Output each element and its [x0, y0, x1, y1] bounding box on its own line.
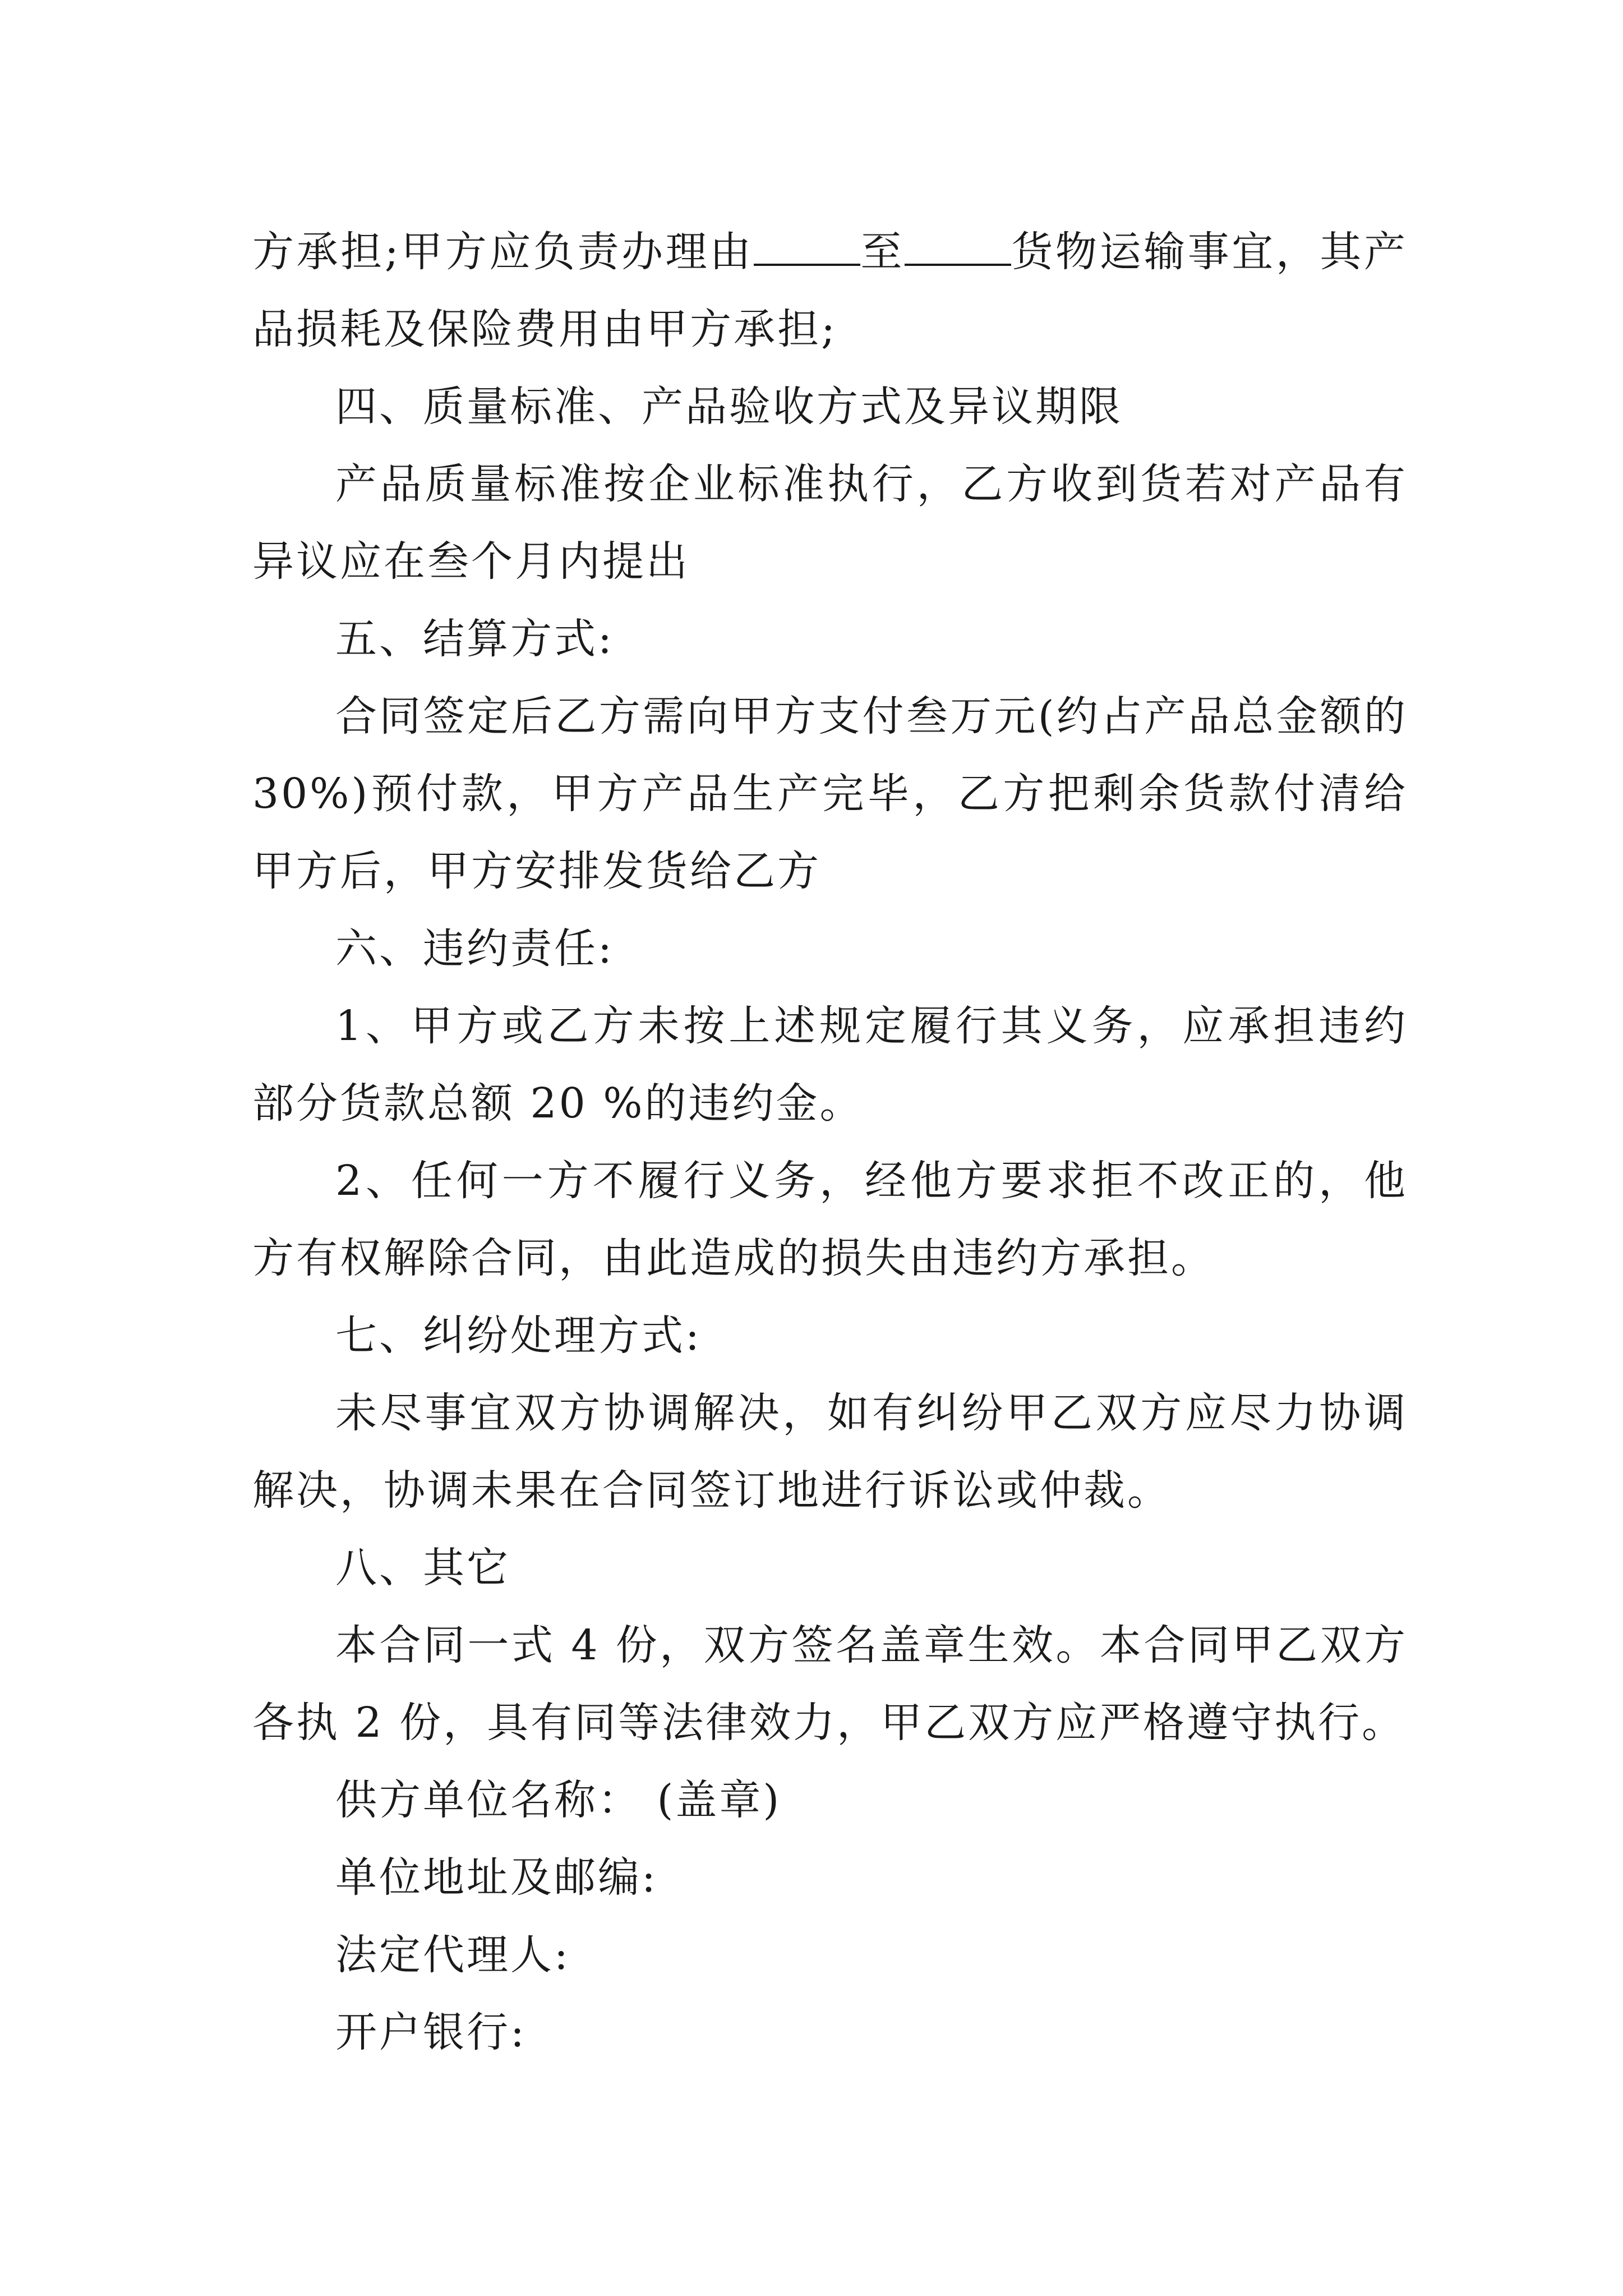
bank-line: 开户银行:: [335, 2008, 527, 2056]
section-heading-dispute: 七、纠纷处理方式:: [335, 1312, 702, 1360]
paragraph-transport: [252, 213, 1408, 368]
transport-text-start: 方承担;甲方应负责办理由: [252, 228, 754, 276]
paragraph-other: 本合同一式 4 份，双方签名盖章生效。本合同甲乙双方各执 2 份，具有同等法律效力，甲乙双方应严格遵守执行。: [252, 1621, 1408, 1747]
supplier-address-line: 单位地址及邮编:: [335, 1853, 658, 1902]
blank-destination-line: [905, 230, 1011, 266]
transport-text-end: 货物运输事宜，其产品损耗及保险费用由甲方承担;: [252, 228, 1408, 353]
paragraph-quality: 产品质量标准按企业标准执行，乙方收到货若对产品有异议应在叁个月内提出: [252, 460, 1408, 586]
paragraph-dispute: 未尽事宜双方协调解决，如有纠纷甲乙双方应尽力协调解决，协调未果在合同签订地进行诉讼或仲裁。: [252, 1389, 1408, 1515]
supplier-name-line: 供方单位名称： (盖章): [335, 1776, 782, 1824]
section-heading-liability: 六、违约责任:: [335, 924, 614, 973]
blank-origin-line: [754, 230, 860, 266]
section-heading-settlement: 五、结算方式:: [335, 615, 614, 663]
section-heading-quality: 四、质量标准、产品验收方式及异议期限: [335, 383, 1123, 431]
paragraph-liability-2: 2、任何一方不履行义务，经他方要求拒不改正的，他方有权解除合同，由此造成的损失由违约方承担。: [252, 1157, 1408, 1282]
section-heading-other: 八、其它: [335, 1544, 510, 1592]
transport-text-to: 至: [860, 228, 905, 276]
paragraph-liability-1: 1、甲方或乙方未按上述规定履行其义务，应承担违约部分货款总额 20 %的违约金。: [252, 1002, 1408, 1128]
legal-representative-line: 法定代理人:: [335, 1931, 570, 1979]
document-body: [252, 213, 1408, 2071]
paragraph-settlement: 合同签定后乙方需向甲方支付叁万元(约占产品总金额的 30%)预付款，甲方产品生产完毕，乙方把剩余货款付清给甲方后，甲方安排发货给乙方: [252, 692, 1408, 895]
